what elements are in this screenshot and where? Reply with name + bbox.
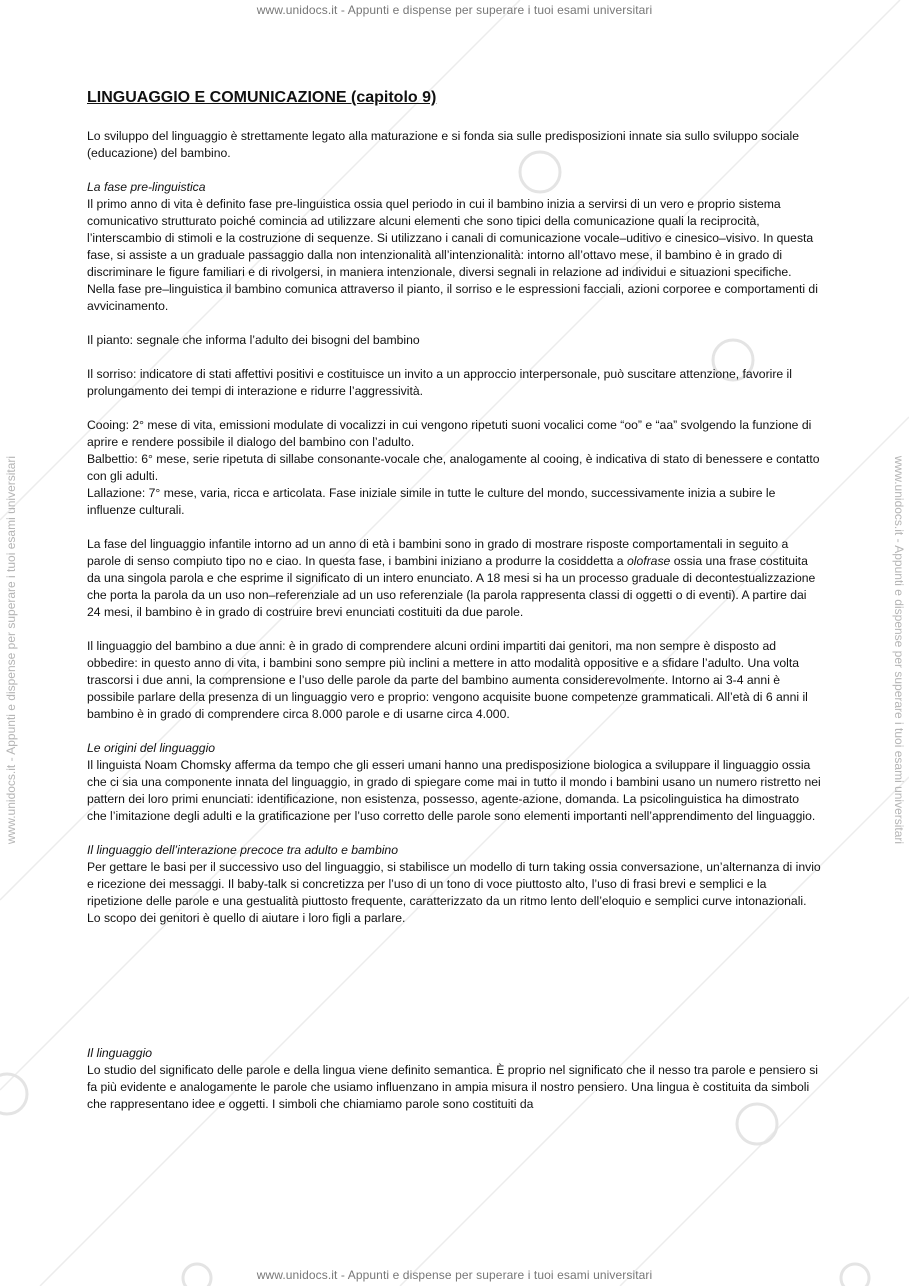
interaction-body: Per gettare le basi per il successivo uso del linguaggio, si stabilisce un modello di turn taking ossia conversazione, un’alternanza di invio e ricezione dei messaggi. Il baby-talk si concretizza per l’uso di un tono di voce piuttosto alto, l’uso di frasi brevi e semplici e la ripetizione delle parole e una gestualità piuttosto frequente, caratterizzato da un ritmo lento dell’eloquio e semplici curve intonazionali. — [87, 860, 821, 908]
origins-heading: Le origini del linguaggio — [87, 741, 216, 755]
document-body — [87, 88, 822, 1113]
cooing-text: Cooing: 2° mese di vita, emissioni modulate di vocalizzi in cui vengono ripetuti suoni vocalici come “oo” e “aa” svolgendo la funzione di aprire e rendere possibile il dialogo del bambino con l’adulto. — [87, 418, 812, 449]
smile-paragraph: Il sorriso: indicatore di stati affettivi positivi e costituisce un invito a un approccio interpersonale, può suscitare attenzione, favorire il prolungamento dei tempi di interazione e ridurre l’aggressività. — [87, 367, 792, 398]
infant-text-2: ossia una frase costituita da una singola parola e che esprime il significato di un intero enunciato. A 18 mesi si ha un processo graduale di decontestualizzazione che porta la parola da un uso non–referenziale ad un uso referenziale (la parola rappresenta classi di oggetti o di eventi). A partire dai 24 mesi, il bambino è in grado di costruire brevi enunciati costituiti da due parole. — [87, 554, 816, 619]
crying-paragraph: Il pianto: segnale che informa l’adulto dei bisogni del bambino — [87, 333, 420, 347]
interaction-heading: Il linguaggio dell’interazione precoce tra adulto e bambino — [87, 843, 398, 857]
prelinguistic-heading: La fase pre-linguistica — [87, 180, 206, 194]
prelinguistic-section — [87, 179, 822, 315]
babbling-text: Balbettio: 6° mese, serie ripetuta di sillabe consonante-vocale che, analogamente al cooing, è indicativa di stato di benessere e contatto con gli adulti. — [87, 452, 820, 483]
page-gap — [87, 927, 822, 1045]
origins-body: Il linguista Noam Chomsky afferma da tempo che gli esseri umani hanno una predisposizione biologica a sviluppare il linguaggio ossia che ci sia una componente innata del linguaggio, in grado di spiegare come mai in tutto il mondo i bambini usano un numero ristretto nei pattern dei loro primi enunciati: identificazione, non esistenza, possesso, agente-azione, domanda. La psicolinguistica ha dimostrato che l’imitazione degli adulti e la gratificazione per l’uso corretto delle parole sono elementi importanti nell’apprendimento del linguaggio. — [87, 758, 821, 823]
language-body: Lo studio del significato delle parole e della lingua viene definito semantica. È proprio nel significato che il nesso tra parole e pensiero si fa più evidente e analogamente le parole che usiamo influenzano in ampia misura il nostro pensiero. Una lingua è costituita da simboli che rappresentano idee e oggetti. I simboli che chiamiamo parole sono costituiti da — [87, 1063, 819, 1111]
document-title: LINGUAGGIO E COMUNICAZIONE (capitolo 9) — [87, 89, 437, 106]
intro-paragraph: Lo sviluppo del linguaggio è strettamente legato alla maturazione e si fonda sia sulle predisposizioni innate sia sullo sviluppo sociale (educazione) del bambino. — [87, 129, 800, 160]
origins-section — [87, 740, 822, 825]
header-banner — [0, 3, 909, 17]
two-years-paragraph: Il linguaggio del bambino a due anni: è in grado di comprendere alcuni ordini impartiti dai genitori, ma non sempre è disposto ad obbedire: in questo anno di vita, i bambini sono sempre più inclini a mettere in atto modalità oppositive e a sfidare l’adulto. Una volta trascorsi i due anni, la comprensione e l’uso delle parole da parte del bambino aumenta considerevolmente. Intorno ai 3-4 anni è possibile parlare della presenza di un linguaggio vero e proprio: vengono acquisite buone competenze grammaticali. All’età di 6 anni il bambino è in grado di comprendere circa 8.000 parole e di usarne circa 4.000. — [87, 639, 808, 721]
language-heading: Il linguaggio — [87, 1046, 153, 1060]
vocal-stages — [87, 417, 822, 519]
side-banner-left: www.unidocs.it - Appunti e dispense per superare i tuoi esami universitari — [4, 455, 18, 845]
interaction-section — [87, 842, 822, 927]
banner-text: www.unidocs.it - Appunti e dispense per superare i tuoi esami universitari — [256, 3, 653, 17]
prelinguistic-body: Il primo anno di vita è definito fase pre-linguistica ossia quel periodo in cui il bambino inizia a servirsi di un vero e proprio sistema comunicativo strutturato poiché comincia ad utilizzare alcuni elementi che sono tipici della comunicazione quali la reciprocità, l’interscambio di stimoli e la costruzione di sequenze. Si utilizzano i canali di comunicazione vocale–uditivo e cinesico–visivo. In questa fase, si assiste a un graduale passaggio dalla non intenzionalità all’intenzionalità: intorno all’ottavo mese, il bambino è in grado di discriminare le figure familiari e di rivolgersi, in maniera intenzionale, diversi segnali in relazione ad individui e situazioni specifiche. Nella fase pre–linguistica il bambino comunica attraverso il pianto, il sorriso e le espressioni facciali, azioni corporee e comportamenti di avvicinamento. — [87, 197, 818, 313]
interaction-last: Lo scopo dei genitori è quello di aiutare i loro figli a parlare. — [87, 911, 406, 925]
side-banner-right: www.unidocs.it - Appunti e dispense per superare i tuoi esami universitari — [892, 455, 906, 845]
language-section — [87, 1045, 822, 1113]
infant-language-paragraph — [87, 536, 822, 621]
infant-text-1: La fase del linguaggio infantile intorno ad un anno di età i bambini sono in grado di mostrare risposte comportamentali in seguito a parole di senso compiuto tipo no e ciao. In questa fase, i bambini iniziano a produrre la cosiddetta a — [87, 537, 789, 568]
footer-banner — [0, 1268, 909, 1282]
lallation-text: Lallazione: 7° mese, varia, ricca e articolata. Fase iniziale simile in tutte le culture del mondo, successivamente inizia a subire le influenze culturali. — [87, 486, 776, 517]
holophrase-term: olofrase — [626, 554, 671, 568]
footer-banner-text: www.unidocs.it - Appunti e dispense per superare i tuoi esami universitari — [256, 1268, 653, 1282]
